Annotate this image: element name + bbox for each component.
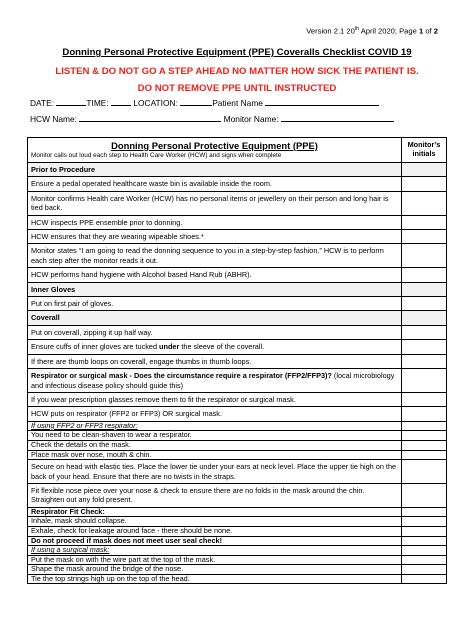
checklist-row	[28, 565, 447, 575]
checklist-row	[28, 297, 447, 311]
step-text-cell	[28, 244, 402, 268]
step-text: Ensure a pedal operated healthcare waste bin is available inside the room.	[31, 179, 272, 189]
table-header-row	[28, 138, 447, 163]
version-line: Version 2.1 20th April 2020; Page 1 of 2	[306, 26, 438, 36]
checklist-row	[28, 177, 447, 191]
date-field[interactable]	[56, 97, 86, 106]
monitor-initials-cell[interactable]	[402, 536, 447, 546]
monitor-initials-cell[interactable]	[402, 431, 447, 441]
section-title: Inner Gloves	[31, 284, 76, 294]
checklist-row	[28, 483, 447, 507]
checklist-row	[28, 407, 447, 421]
step-text: Secure on head with elastic ties. Place the lower tie under your ears at neck level. Place the upper tie high on the back of your head. Ensure that there are no twists in the straps.	[31, 462, 397, 481]
step-text-cell	[28, 215, 402, 229]
step-text: HCW ensures that they are wearing wipeable shoes.*	[31, 232, 204, 242]
monitor-initials-cell[interactable]	[402, 565, 447, 575]
table-subheading: Monitor calls out loud each step to Health Care Worker (HCW) and signs when complete	[31, 152, 282, 159]
checklist-row	[28, 546, 447, 556]
form-line-2	[30, 113, 394, 124]
checklist-row	[28, 574, 447, 584]
step-text: (local microbiology and infectious disease policy should guide this)	[31, 371, 395, 390]
step-text-cell	[28, 421, 402, 431]
checklist-row	[28, 354, 447, 368]
monitor-initials-cell[interactable]	[402, 555, 447, 565]
step-text: HCW puts on respirator (FFP2 or FFP3) OR surgical mask.	[31, 409, 222, 419]
step-text: Put on coverall, zipping it up half way.	[31, 327, 153, 337]
checklist-row	[28, 191, 447, 215]
step-text: If there are thumb loops on coverall, engage thumbs in thumb loops.	[31, 356, 252, 366]
step-text: HCW inspects PPE ensemble prior to donning.	[31, 217, 183, 227]
step-text-cell	[28, 483, 402, 507]
checklist-row	[28, 369, 447, 393]
step-text-cell	[28, 369, 402, 393]
checklist-row	[28, 421, 447, 431]
section-title: Coverall	[31, 313, 60, 323]
monitor-initials-cell[interactable]	[402, 230, 447, 244]
monitor-initials-cell[interactable]	[402, 450, 447, 460]
checklist-row	[28, 340, 447, 354]
monitor-initials-cell	[402, 421, 447, 431]
step-text: If using FFP2 or FFP3 respirator:	[31, 421, 138, 430]
monitor-initials-cell[interactable]	[402, 244, 447, 268]
donning-checklist-table	[27, 137, 447, 584]
monitor-initials-cell[interactable]	[402, 215, 447, 229]
step-text-bold: under	[159, 342, 180, 352]
table-heading-cell	[28, 138, 402, 163]
step-text: Exhale, check for leakage around face - there should be none.	[31, 526, 233, 535]
step-text-cell	[28, 555, 402, 565]
section-title: Prior to Procedure	[31, 165, 96, 174]
step-text-cell	[28, 325, 402, 339]
monitor-initials-cell	[402, 311, 447, 325]
step-text-cell	[28, 268, 402, 282]
step-text: Put the mask on with the wire part at the top of the mask.	[31, 555, 216, 564]
step-text-cell	[28, 431, 402, 441]
step-text: Shape the mask around the bridge of the nose.	[31, 564, 184, 574]
step-text: the sleeve of the coverall.	[179, 342, 265, 352]
step-text-cell	[28, 297, 402, 311]
step-text-cell	[28, 526, 402, 536]
monitor-initials-cell[interactable]	[402, 177, 447, 191]
step-text: You need to be clean-shaven to wear a respirator.	[31, 430, 192, 440]
table-heading: Donning Personal Protective Equipment (PPE)	[111, 140, 318, 151]
date-label: DATE:	[30, 98, 55, 108]
monitor-initials-cell[interactable]	[402, 268, 447, 282]
checklist-row	[28, 555, 447, 565]
patient-name-field[interactable]	[265, 97, 379, 106]
checklist-row	[28, 460, 447, 484]
step-text-cell	[28, 282, 402, 296]
hcw-name-field[interactable]	[79, 113, 221, 122]
hcw-name-label: HCW Name:	[30, 114, 77, 124]
monitor-initials-cell[interactable]	[402, 440, 447, 450]
monitor-initials-cell[interactable]	[402, 325, 447, 339]
step-text-cell	[28, 450, 402, 460]
monitor-name-label: Monitor Name:	[223, 114, 279, 124]
step-text-cell	[28, 507, 402, 517]
section-row	[28, 163, 447, 177]
checklist-row	[28, 536, 447, 546]
step-text: Monitor confirms Health care Worker (HCW) has no personal items or jewellery on their person and long hair is tied back.	[31, 193, 389, 213]
monitor-name-field[interactable]	[281, 113, 394, 122]
checklist-row	[28, 507, 447, 517]
monitor-initials-cell[interactable]	[402, 407, 447, 421]
step-text-bold: Respirator or surgical mask - Does the circumstance require a respirator (FFP2/FFP3)?	[31, 371, 332, 381]
checklist-row	[28, 450, 447, 460]
monitor-initials-cell[interactable]	[402, 392, 447, 406]
monitor-initials-cell[interactable]	[402, 354, 447, 368]
step-text: Put on first pair of gloves.	[31, 299, 114, 309]
monitor-initials-cell[interactable]	[402, 460, 447, 484]
step-text-cell	[28, 177, 402, 191]
checklist-row	[28, 440, 447, 450]
step-text-cell	[28, 311, 402, 325]
monitor-initials-cell[interactable]	[402, 483, 447, 507]
step-text: Respirator Fit Check:	[31, 507, 105, 516]
step-text: Check the details on the mask.	[31, 440, 131, 449]
monitor-initials-cell[interactable]	[402, 574, 447, 584]
location-label: LOCATION:	[133, 98, 178, 108]
step-text-cell	[28, 536, 402, 546]
step-text: If using a surgical mask:	[31, 545, 110, 555]
step-text-cell	[28, 517, 402, 527]
monitor-initials-cell[interactable]	[402, 297, 447, 311]
document-title: Donning Personal Protective Equipment (PPE) Coveralls Checklist COVID 19	[62, 47, 412, 58]
step-text: HCW performs hand hygiene with Alcohol based Hand Rub (ABHR).	[31, 270, 252, 280]
step-text-cell	[28, 392, 402, 406]
step-text-cell	[28, 565, 402, 575]
step-text-cell	[28, 574, 402, 584]
step-text-cell	[28, 354, 402, 368]
step-text-cell	[28, 340, 402, 354]
form-line-1	[30, 97, 379, 108]
step-text-cell	[28, 440, 402, 450]
checklist-row	[28, 431, 447, 441]
monitor-initials-header: Monitor’s initials	[402, 138, 447, 163]
section-row	[28, 311, 447, 325]
monitor-initials-cell[interactable]	[402, 526, 447, 536]
checklist-row	[28, 215, 447, 229]
monitor-initials-cell[interactable]	[402, 517, 447, 527]
monitor-initials-cell[interactable]	[402, 191, 447, 215]
checklist-body	[28, 138, 447, 584]
monitor-initials-cell[interactable]	[402, 340, 447, 354]
checklist-row	[28, 392, 447, 406]
checklist-row	[28, 244, 447, 268]
step-text-cell	[28, 460, 402, 484]
warning-line-2: DO NOT REMOVE PPE UNTIL INSTRUCTED	[137, 83, 337, 94]
step-text-cell	[28, 191, 402, 215]
time-field[interactable]	[111, 97, 131, 106]
location-field[interactable]	[180, 97, 212, 106]
step-text: If you wear prescription glasses remove them to fit the respirator or surgical mask.	[31, 394, 296, 404]
checklist-row	[28, 526, 447, 536]
step-text: Do not proceed if mask does not meet user seal check!	[31, 536, 222, 545]
monitor-initials-cell	[402, 163, 447, 177]
step-text-cell	[28, 407, 402, 421]
monitor-initials-cell[interactable]	[402, 369, 447, 393]
step-text: Monitor states “I am going to read the donning sequence to you in a step-by-step fashion.” HCW is to perform each step after the monitor reads it out.	[31, 246, 384, 265]
section-row	[28, 282, 447, 296]
warning-line-1: LISTEN & DO NOT GO A STEP AHEAD NO MATTER HOW SICK THE PATIENT IS.	[55, 66, 419, 77]
step-text: Tie the top strings high up on the top of the head.	[31, 574, 190, 583]
patient-name-label: Patient Name	[212, 98, 263, 108]
monitor-initials-cell	[402, 282, 447, 296]
step-text: Ensure cuffs of inner gloves are tucked	[31, 342, 160, 352]
step-text: Inhale, mask should collapse.	[31, 516, 127, 526]
time-label: TIME:	[86, 98, 109, 108]
checklist-row	[28, 230, 447, 244]
step-text-cell	[28, 163, 402, 177]
checklist-row	[28, 517, 447, 527]
checklist-row	[28, 325, 447, 339]
monitor-initials-cell[interactable]	[402, 507, 447, 517]
step-text-cell	[28, 546, 402, 556]
monitor-initials-cell	[402, 546, 447, 556]
step-text: Place mask over nose, mouth & chin.	[31, 450, 152, 459]
step-text-cell	[28, 230, 402, 244]
checklist-row	[28, 268, 447, 282]
step-text: Fit flexible nose piece over your nose & check to ensure there are no folds in the mask around the chin. Straighten out any fold present.	[31, 485, 365, 505]
